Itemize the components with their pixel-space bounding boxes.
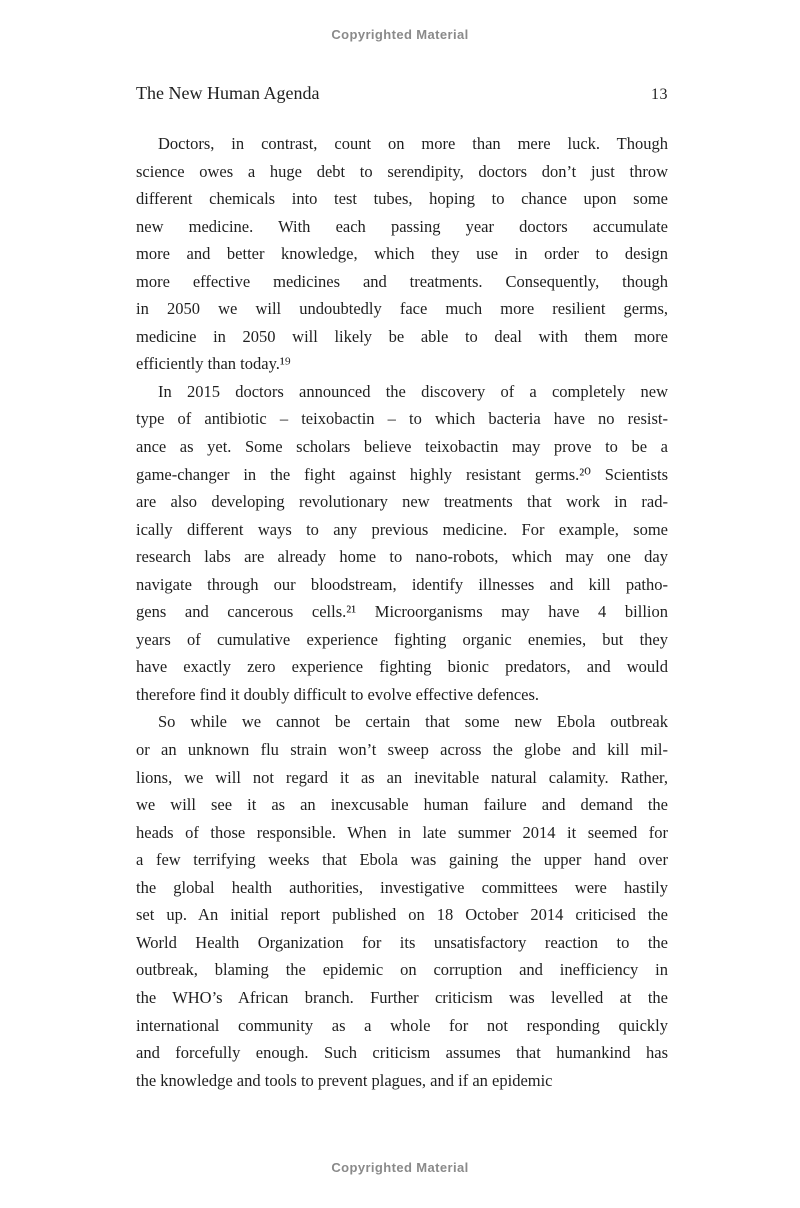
page-header — [136, 83, 668, 104]
text-line: set up. An initial report published on 18 October 2014 criticised the — [136, 905, 668, 925]
text-line: more effective medicines and treatments. Consequently, though — [136, 271, 668, 291]
text-line: gens and cancerous cells.²¹ Microorganisms may have 4 billion — [136, 602, 668, 622]
text-line: navigate through our bloodstream, identify illnesses and kill patho- — [136, 574, 668, 594]
text-line: or an unknown flu strain won’t sweep across the globe and kill mil- — [136, 740, 668, 760]
text-line: the knowledge and tools to prevent plagues, and if an epidemic — [136, 1070, 553, 1090]
text-line: World Health Organization for its unsatisfactory reaction to the — [136, 932, 668, 952]
text-line: medicine in 2050 will likely be able to deal with them more — [136, 326, 668, 346]
text-line: and forcefully enough. Such criticism assumes that humankind has — [136, 1043, 668, 1063]
chapter-title: The New Human Agenda — [136, 83, 320, 103]
text-line: In 2015 doctors announced the discovery of a completely new — [158, 381, 668, 401]
text-line: science owes a huge debt to serendipity, doctors don’t just throw — [136, 161, 668, 181]
text-line: game-changer in the fight against highly resistant germs.²⁰ Scientists — [136, 464, 668, 484]
paragraph — [136, 130, 668, 378]
text-line: ance as yet. Some scholars believe teixobactin may prove to be a — [136, 437, 668, 457]
text-line: heads of those responsible. When in late summer 2014 it seemed for — [136, 822, 668, 842]
text-line: therefore find it doubly difficult to evolve effective defences. — [136, 684, 540, 704]
text-line: ically different ways to any previous medicine. For example, some — [136, 519, 668, 539]
text-line: in 2050 we will undoubtedly face much more resilient germs, — [136, 299, 668, 319]
page-number: 13 — [651, 86, 668, 103]
text-line: are also developing revolutionary new treatments that work in rad- — [136, 492, 668, 512]
text-line: more and better knowledge, which they use in order to design — [136, 244, 668, 264]
paragraph — [136, 708, 668, 1094]
text-line: have exactly zero experience fighting bionic predators, and would — [136, 657, 668, 677]
copyright-watermark-bottom: Copyrighted Material — [331, 1160, 469, 1175]
text-line: different chemicals into test tubes, hoping to chance upon some — [136, 189, 668, 209]
text-line: new medicine. With each passing year doctors accumulate — [136, 216, 668, 236]
text-line: years of cumulative experience fighting organic enemies, but they — [136, 629, 668, 649]
page-body — [136, 130, 668, 1094]
text-line: the WHO’s African branch. Further criticism was levelled at the — [136, 987, 668, 1007]
copyright-watermark-top: Copyrighted Material — [331, 27, 469, 42]
text-line: type of antibiotic – teixobactin – to which bacteria have no resist- — [136, 409, 668, 429]
text-line: Doctors, in contrast, count on more than mere luck. Though — [158, 134, 668, 153]
text-line: the global health authorities, investigative committees were hastily — [136, 877, 668, 897]
text-line: a few terrifying weeks that Ebola was gaining the upper hand over — [136, 850, 668, 870]
paragraph — [136, 378, 668, 709]
text-line: outbreak, blaming the epidemic on corruption and inefficiency in — [136, 960, 668, 980]
text-line: international community as a whole for not responding quickly — [136, 1015, 668, 1035]
text-line: efficiently than today.¹⁹ — [136, 354, 291, 374]
text-line: we will see it as an inexcusable human failure and demand the — [136, 795, 668, 815]
text-line: So while we cannot be certain that some new Ebola outbreak — [158, 712, 668, 732]
text-line: research labs are already home to nano-robots, which may one day — [136, 547, 668, 567]
text-line: lions, we will not regard it as an inevitable natural calamity. Rather, — [136, 767, 668, 787]
